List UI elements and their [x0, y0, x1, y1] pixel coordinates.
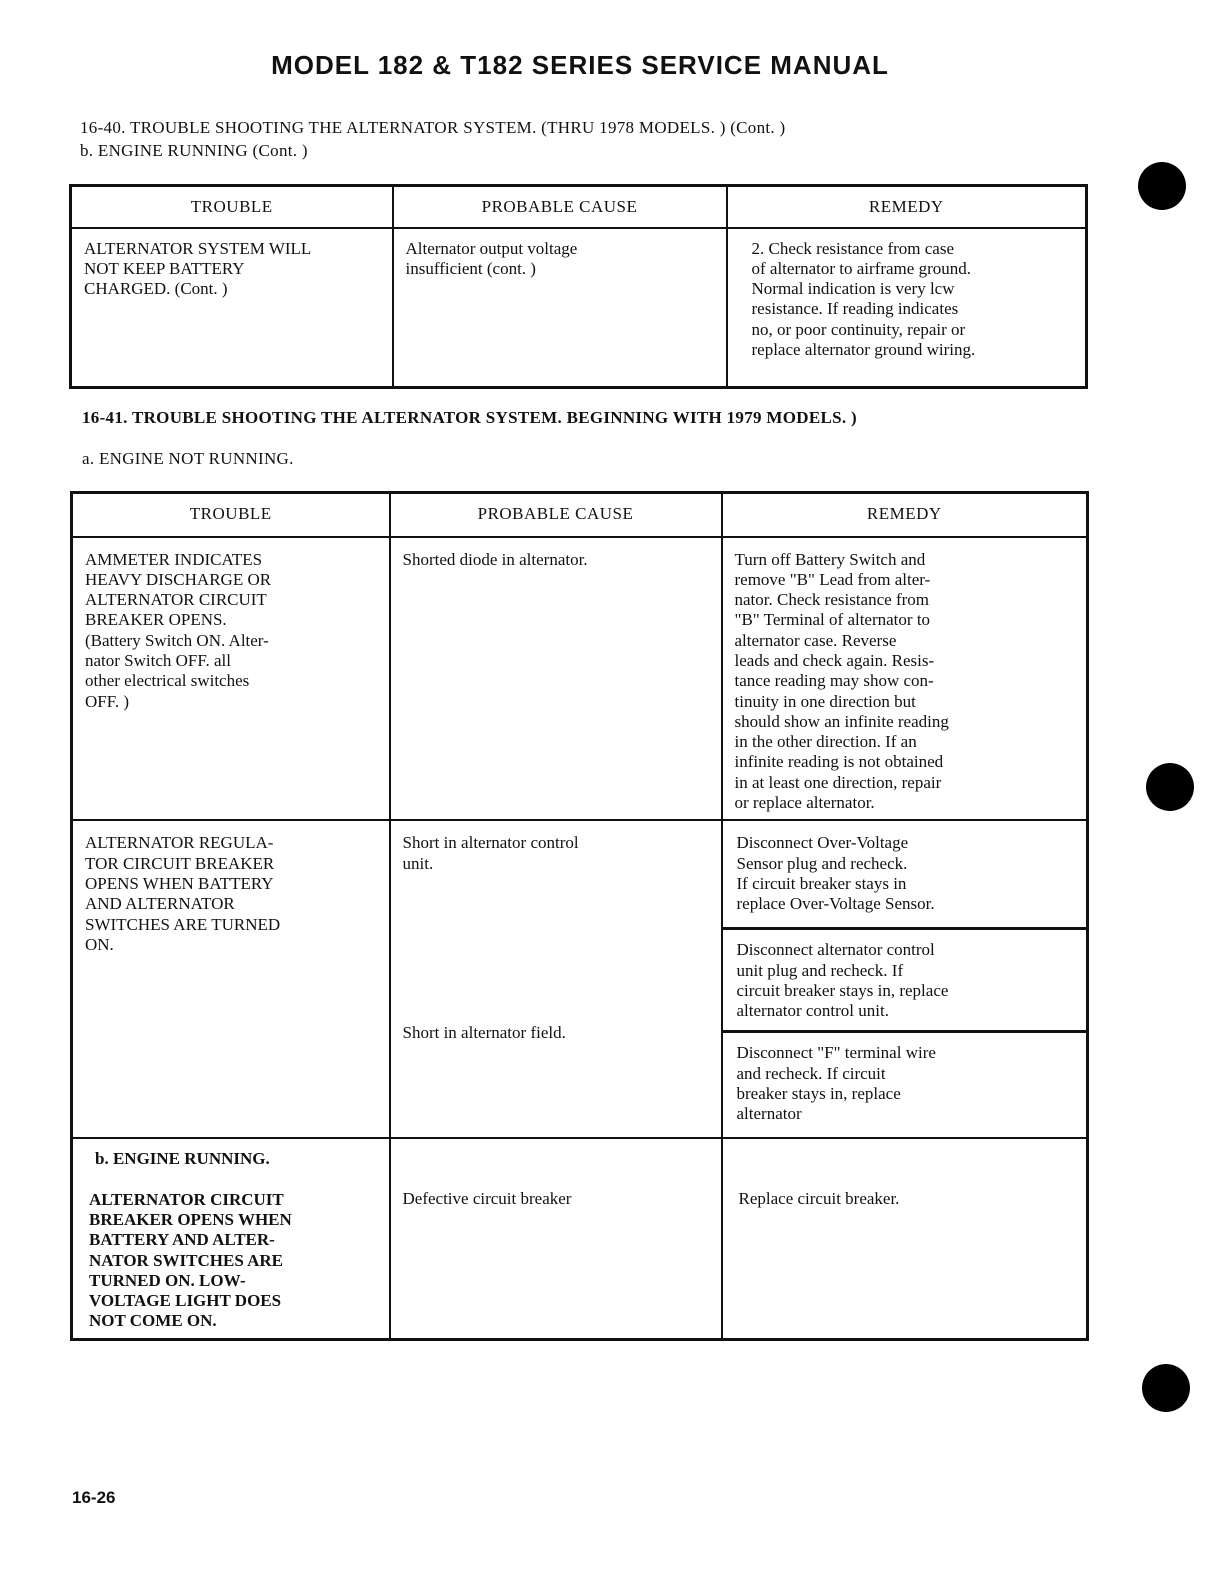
section-heading-16-41: 16-41. TROUBLE SHOOTING THE ALTERNATOR SYSTEM. BEGINNING WITH 1979 MODELS. ) [82, 408, 857, 427]
section-subheading-engine-not-running: a. ENGINE NOT RUNNING. [82, 449, 294, 468]
section-subheading-engine-running: b. ENGINE RUNNING (Cont. ) [80, 141, 308, 160]
trouble-table-1 [69, 184, 1088, 389]
trouble-table-2 [70, 491, 1089, 1341]
cause-cell: Defective circuit breaker [390, 1138, 722, 1339]
column-header-trouble: TROUBLE [72, 493, 390, 537]
cause-cell: Alternator output voltage insufficient (cont. ) [393, 228, 727, 388]
page-title: MODEL 182 & T182 SERIES SERVICE MANUAL [271, 50, 889, 80]
table-row [72, 820, 1088, 1138]
remedy-text: Disconnect Over-Voltage Sensor plug and recheck. If circuit breaker stays in replace Over-Voltage Sensor. [736, 833, 935, 914]
remedy-cell [722, 820, 1088, 1138]
table-row [71, 228, 1087, 388]
binder-hole-icon [1142, 1364, 1190, 1412]
trouble-cell [72, 1138, 390, 1339]
table-row [72, 537, 1088, 821]
remedy-cell: Replace circuit breaker. [722, 1138, 1088, 1339]
trouble-text: ALTERNATOR CIRCUIT BREAKER OPENS WHEN BATTERY AND ALTER- NATOR SWITCHES ARE TURNED ON. LOW- VOLTAGE LIGHT DOES NOT COME ON. [89, 1189, 292, 1331]
trouble-cell: AMMETER INDICATES HEAVY DISCHARGE OR ALTERNATOR CIRCUIT BREAKER OPENS. (Battery Switch ON. Alter- nator Switch OFF. all other electrical switches OFF. ) [72, 537, 390, 821]
cause-cell: Shorted diode in alternator. [390, 537, 722, 821]
cause-text: Short in alternator field. [402, 1023, 566, 1043]
binder-hole-icon [1146, 763, 1194, 811]
table-row [72, 1138, 1088, 1339]
engine-running-subheading: b. ENGINE RUNNING. [95, 1149, 270, 1169]
page-number: 16-26 [72, 1488, 116, 1507]
column-header-remedy: REMEDY [722, 493, 1088, 537]
trouble-cell: ALTERNATOR SYSTEM WILL NOT KEEP BATTERY CHARGED. (Cont. ) [71, 228, 393, 388]
column-header-trouble: TROUBLE [71, 186, 393, 228]
section-heading-16-40: 16-40. TROUBLE SHOOTING THE ALTERNATOR SYSTEM. (THRU 1978 MODELS. ) (Cont. ) [80, 118, 786, 137]
remedy-text: Disconnect "F" terminal wire and recheck. If circuit breaker stays in, replace alternator [723, 1030, 1087, 1137]
remedy-cell: Turn off Battery Switch and remove "B" Lead from alter- nator. Check resistance from "B" Terminal of alternator to alternator case. Reverse leads and check again. Resis- tance reading may show con- tinuity in one direction but should show an infinite reading in the other direction. If an infinite reading is not obtained in at least one direction, repair or replace alternator. [722, 537, 1088, 821]
column-header-cause: PROBABLE CAUSE [393, 186, 727, 228]
trouble-cell: ALTERNATOR REGULA- TOR CIRCUIT BREAKER OPENS WHEN BATTERY AND ALTERNATOR SWITCHES ARE TURNED ON. [72, 820, 390, 1138]
column-header-cause: PROBABLE CAUSE [390, 493, 722, 537]
remedy-text: Disconnect alternator control unit plug and recheck. If circuit breaker stays in, replace alternator control unit. [723, 927, 1087, 1030]
cause-cell [390, 820, 722, 1138]
binder-hole-icon [1138, 162, 1186, 210]
column-header-remedy: REMEDY [727, 186, 1087, 228]
remedy-cell: 2. Check resistance from case of alternator to airframe ground. Normal indication is very lcw resistance. If reading indicates no, or poor continuity, repair or replace alternator ground wiring. [727, 228, 1087, 388]
cause-text: Short in alternator control unit. [402, 833, 579, 873]
